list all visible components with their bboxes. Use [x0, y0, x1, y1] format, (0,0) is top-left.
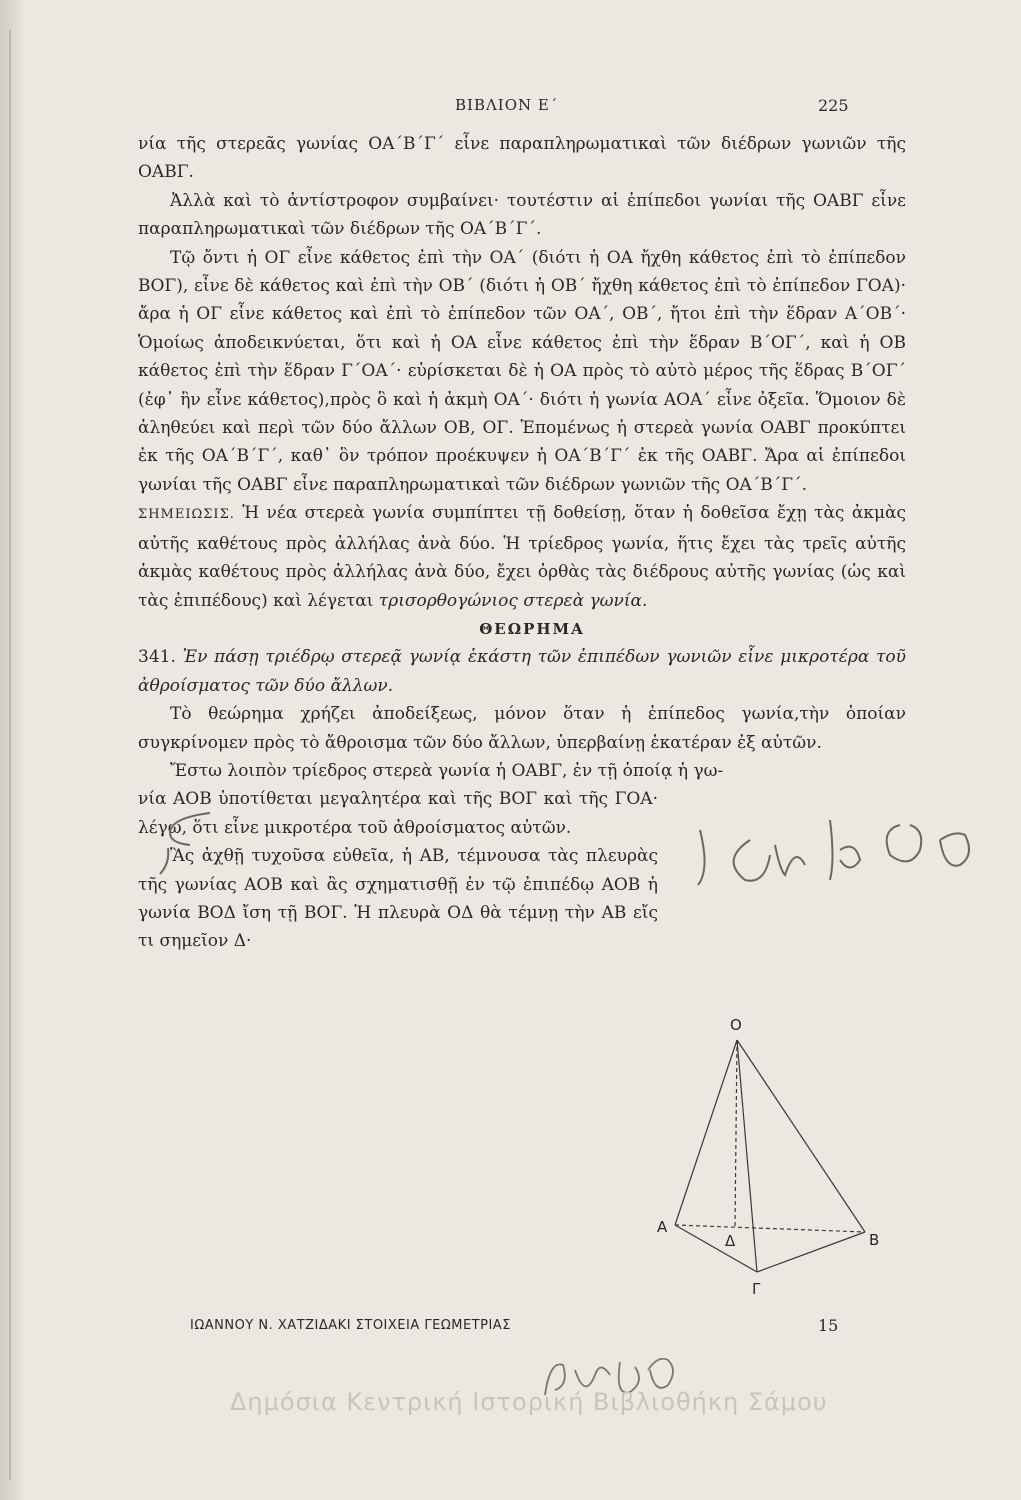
edge-AB-dashed: [675, 1225, 865, 1232]
paragraph-3: Τῷ ὄντι ἡ ΟΓ εἶνε κάθετος ἐπὶ τὴν ΟΑ΄ (διότι ἡ ΟΑ ἤχθη κάθετος ἐπὶ τὸ ἐπίπεδον ΒΟΓ), εἶνε δὲ κάθετος καὶ ἐπὶ τὴν ΟΒ΄ (διότι ἡ ΟΒ΄ ἤχθη κάθετος ἐπὶ τὸ ἐπίπεδον ΓΟΑ)· ἄρα ἡ ΟΓ εἶνε κάθετος καὶ ἐπὶ τὸ ἐπίπεδον τῶν ΟΑ΄, ΟΒ΄, ἤτοι ἐπὶ τὴν ἕδραν Α΄ΟΒ΄· Ὁμοίως ἀποδεικνύεται, ὅτι καὶ ἡ ΟΑ εἶνε κάθετος ἐπὶ τὴν ἕδραν Β΄ΟΓ΄, καὶ ἡ ΟΒ κάθετος ἐπὶ τὴν ἕδραν Γ΄ΟΑ΄· εὑρίσκεται δὲ ἡ ΟΑ πρὸς τὸ αὐτὸ μέρος τῆς ἕδρας Β΄ΟΓ΄ (ἐφ᾽ ἣν εἶνε κάθετος),πρὸς ὃ καὶ ἡ ἀκμὴ ΟΑ΄· διότι ἡ γωνία ΑΟΑ΄ εἶνε ὀξεῖα. Ὅμοιον δὲ ἀληθεύει καὶ περὶ τῶν δύο ἄλλων ΟΒ, ΟΓ. Ἑπομένως ἡ στερεὰ γωνία ΟΑΒΓ προκύπτει ἐκ τῆς ΟΑ΄Β΄Γ΄, καθ᾽ ὃν τρόπον προέκυψεν ἡ ΟΑ΄Β΄Γ΄ ἐκ τῆς ΟΑΒΓ. Ἄρα αἱ ἐπίπεδοι γωνίαι τῆς ΟΑΒΓ εἶνε παραπληρωματικαὶ τῶν διέδρων γωνιῶν τῆς ΟΑ΄Β΄Γ΄.: [138, 247, 906, 495]
label-Delta: Δ: [725, 1232, 736, 1250]
theorem-statement: [138, 643, 906, 700]
page-header: [0, 96, 1021, 122]
page-number: 225: [818, 96, 849, 115]
binding-shadow-line: [9, 30, 11, 1480]
theorem-title: ΘΕΩΡΗΜΑ: [479, 619, 585, 638]
paragraph-8: Ἂς ἀχθῇ τυχοῦσα εὐθεῖα, ἡ ΑΒ, τέμνουσα τὰς πλευρὰς τῆς γωνίας ΑΟΒ καὶ ἂς σχηματισθῇ ἐν τῷ ἐπιπέδῳ ΑΟΒ ἡ γωνία ΒΟΔ ἴση τῇ ΒΟΓ. Ἡ πλευρὰ ΟΔ θὰ τέμνῃ τὴν ΑΒ εἴς τι σημεῖον Δ·: [138, 846, 658, 952]
note-paragraph: [138, 499, 906, 615]
label-Gamma: Γ: [752, 1280, 761, 1298]
edge-AG: [675, 1225, 757, 1272]
running-title: ΒΙΒΛΙΟΝ Ε΄: [455, 96, 559, 114]
note-label: ΣΗΜΕΙΩΣΙΣ.: [138, 507, 235, 523]
paragraph-1: νία τῆς στερεᾶς γωνίας ΟΑ΄Β΄Γ΄ εἶνε παραπληρωματικαὶ τῶν διέδρων γωνιῶν τῆς ΟΑΒΓ.: [138, 134, 906, 183]
library-watermark: Δημόσια Κεντρική Ιστορική Βιβλιοθήκη Σάμου: [230, 1388, 828, 1416]
paragraph-2: Ἀλλὰ καὶ τὸ ἀντίστροφον συμβαίνει· τουτέστιν αἱ ἐπίπεδοι γωνίαι τῆς ΟΑΒΓ εἶνε παραπληρωματικαὶ τῶν διέδρων τῆς ΟΑ΄Β΄Γ΄.: [138, 190, 906, 240]
note-term: τρισορθογώνιος στερεὰ γωνία.: [378, 590, 648, 611]
page-binding-edge: [0, 0, 26, 1500]
label-A: A: [657, 1218, 668, 1236]
paragraph-7b: νία ΑΟΒ ὑποτίθεται μεγαλητέρα καὶ τῆς ΒΟΓ καὶ τῆς ΓΟΑ· λέγω, ὅτι εἶνε μικροτέρα τοῦ ἀθροίσματος αὐτῶν.: [138, 789, 658, 838]
signature-number: 15: [818, 1316, 839, 1335]
body-text: [138, 130, 906, 956]
theorem-text: Ἐν πάσῃ τριέδρῳ στερεᾷ γωνίᾳ ἑκάστη τῶν ἐπιπέδων γωνιῶν εἶνε μικροτέρα τοῦ ἀθροίσματος τῶν δύο ἄλλων.: [138, 647, 906, 696]
paragraph-6: Τὸ θεώρημα χρήζει ἀποδείξεως, μόνον ὅταν ἡ ἐπίπεδος γωνία,τὴν ὁποίαν συγκρίνομεν πρὸς τὸ ἄθροισμα τῶν δύο ἄλλων, ὑπερβαίνῃ ἑκατέραν ἐξ αὐτῶν.: [138, 704, 906, 753]
pyramid-figure: [655, 1010, 895, 1300]
edge-OA: [675, 1040, 737, 1225]
label-B: B: [869, 1231, 880, 1249]
paragraph-7a: Ἔστω λοιπὸν τρίεδρος στερεὰ γωνία ἡ ΟΑΒΓ, ἐν τῇ ὁποίᾳ ἡ γω-: [170, 760, 724, 781]
theorem-number: 341.: [138, 647, 183, 668]
page-footer: [0, 1318, 1021, 1342]
edge-BG: [757, 1232, 865, 1272]
note-text: Ἡ νέα στερεὰ γωνία συμπίπτει τῇ δοθείσῃ, ὅταν ἡ δοθεῖσα ἔχῃ τὰς ἀκμὰς αὐτῆς καθέτους πρὸς ἀλλήλας ἀνὰ δύο. Ἡ τρίεδρος γωνία, ἥτις ἔχει τὰς τρεῖς αὐτῆς ἀκμὰς καθέτους πρὸς ἀλλήλας ἀνὰ δύο, ἔχει ὀρθὰς τὰς διέδρους αὐτῆς γωνίας (ὡς καὶ τὰς ἐπιπέδους) καὶ λέγεται: [138, 503, 906, 611]
label-O: O: [730, 1016, 742, 1034]
edge-OB: [737, 1040, 865, 1232]
edge-OD-dashed: [735, 1040, 737, 1227]
footer-text: ΙΩΑΝΝΟΥ Ν. ΧΑΤΖΙΔΑΚΙ ΣΤΟΙΧΕΙΑ ΓΕΩΜΕΤΡΙΑΣ: [190, 1318, 511, 1333]
edge-OG: [737, 1040, 757, 1272]
